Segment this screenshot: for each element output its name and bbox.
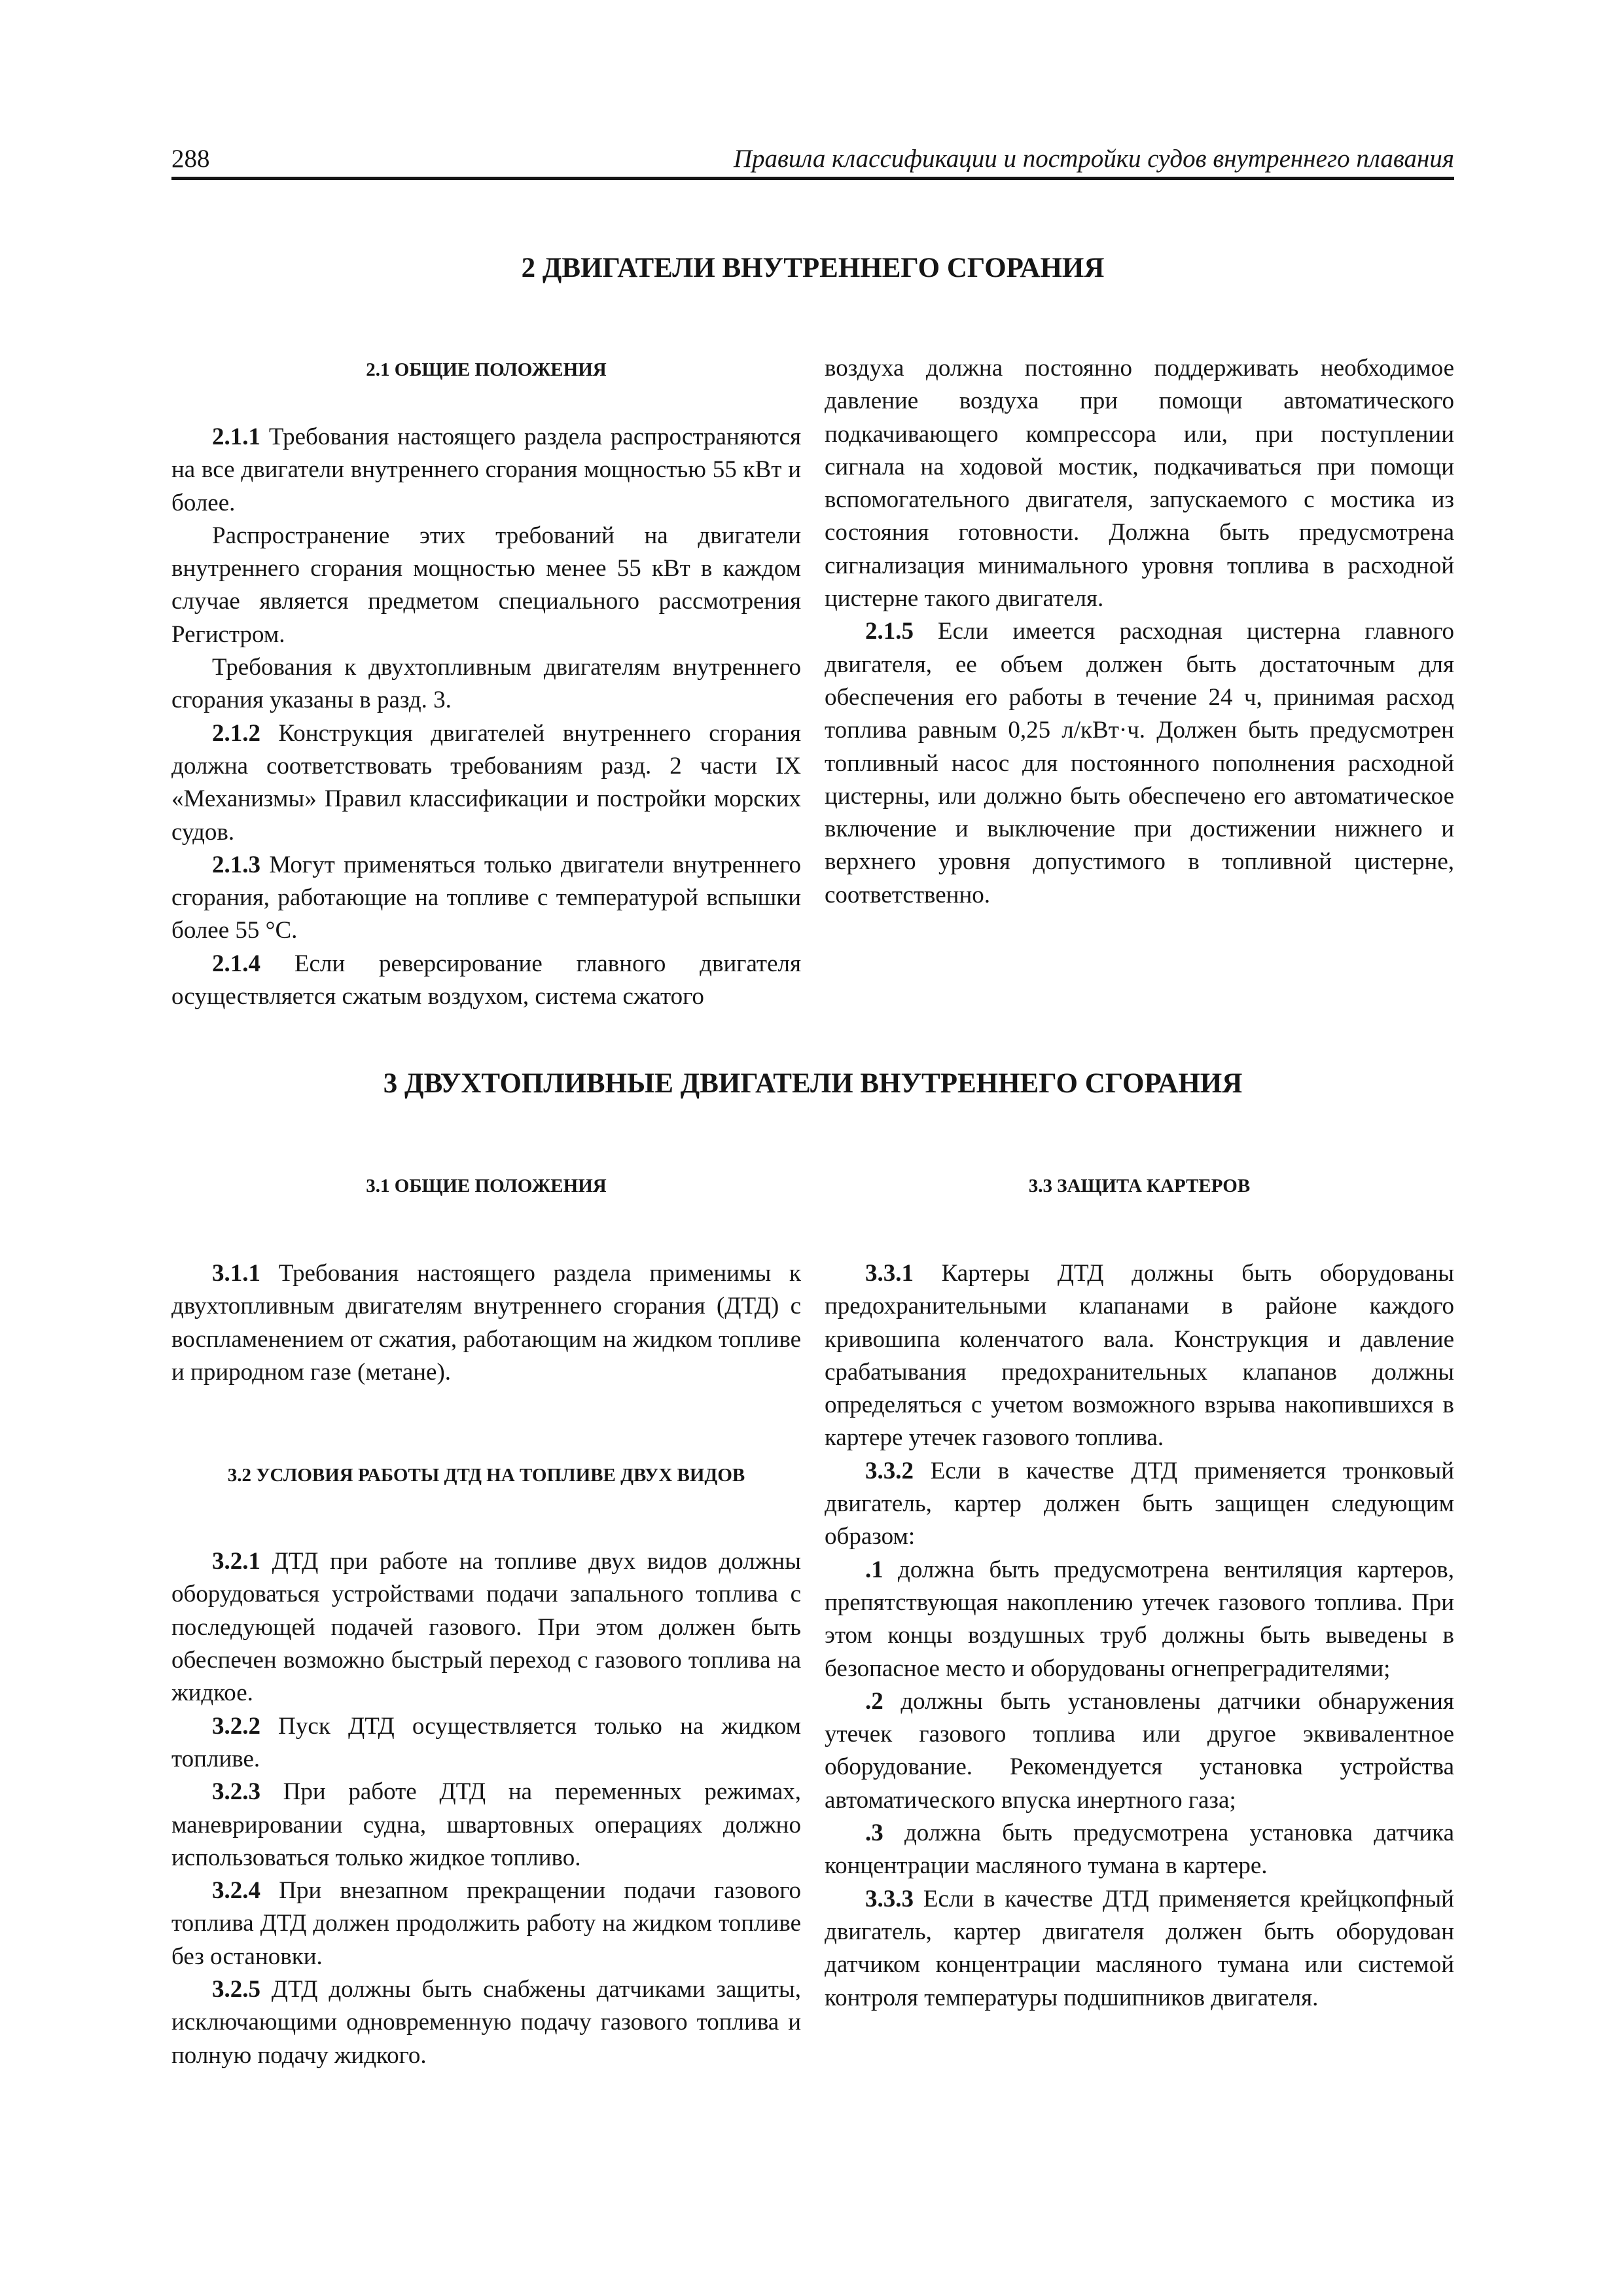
clause-number: 3.2.5 xyxy=(212,1976,260,2003)
page-number: 288 xyxy=(171,145,210,173)
list-item-1 xyxy=(825,1554,1454,1685)
clause-number: 3.3.3 xyxy=(865,1885,914,1912)
clause-number: 3.3.2 xyxy=(865,1457,914,1484)
clause-text: ДТД при работе на топливе двух видов должны оборудоваться устройствами подачи запального топлива с последующей подачей газового. При этом должен быть обеспечен возможно быстрый переход с газового топлива на жидкое. xyxy=(171,1548,801,1707)
item-number: .2 xyxy=(865,1687,883,1715)
paragraph-2-1-4 xyxy=(171,948,801,1014)
chapter-3-right-column xyxy=(825,1173,1454,2015)
item-text: должна быть предусмотрена установка датчика концентрации масляного тумана в картере. xyxy=(825,1820,1454,1880)
paragraph-3-2-3 xyxy=(171,1776,801,1874)
clause-number: 3.2.4 xyxy=(212,1877,260,1905)
section-3-3-title: 3.3 ЗАЩИТА КАРТЕРОВ xyxy=(1028,1175,1251,1196)
clause-number: 3.2.3 xyxy=(212,1778,260,1806)
paragraph-2-1-4-continued: воздуха должна постоянно поддерживать необходимое давление воздуха при помощи автоматического подкачивающего компрессора или, при поступлении сигнала на ходовой мостик, подкачиваться при помощи вспомогательного двигателя, запускаемого с мостика из состояния готовности. Должна быть предусмотрена сигнализация минимального уровня топлива в расходной цистерне такого двигателя. xyxy=(825,355,1454,613)
chapter-2-left-column xyxy=(171,357,801,1013)
clause-text: Если в качестве ДТД применяется тронковый двигатель, картер должен быть защищен следующим образом: xyxy=(825,1457,1454,1551)
running-title: Правила классификации и постройки судов внутреннего плавания xyxy=(733,145,1454,173)
clause-text: При работе ДТД на переменных режимах, маневрировании судна, швартовных операциях должно использоваться только жидкое топливо. xyxy=(171,1778,801,1871)
paragraph-3-2-4 xyxy=(171,1874,801,1973)
clause-number: 3.2.2 xyxy=(212,1712,260,1740)
clause-number: 2.1.3 xyxy=(212,851,260,878)
clause-number: 2.1.5 xyxy=(865,618,914,645)
paragraph-3-2-1 xyxy=(171,1545,801,1710)
chapter-3-left-column xyxy=(171,1173,801,2072)
item-text: должна быть предусмотрена вентиляция картеров, препятствующая накоплению утечек газового топлива. При этом концы воздушных труб должны быть выведены в безопасное место и оборудованы огнепреградителями; xyxy=(825,1556,1454,1682)
clause-text: Если имеется расходная цистерна главного двигателя, ее объем должен быть достаточным для обеспечения его работы в течение 24 ч, принимая расход топлива равным 0,25 л/кВт·ч. Должен быть предусмотрен топливный насос для постоянного пополнения расходной цистерны, или должно быть обеспечено его автоматическое включение и выключение при достижении нижнего и верхнего уровня допустимого в топливной цистерне, соответственно. xyxy=(825,618,1454,908)
paragraph-2-1-1-b: Распространение этих требований на двигатели внутреннего сгорания мощностью менее 55 кВт в каждом случае является предметом специального рассмотрения Регистром. xyxy=(171,522,801,648)
paragraph-2-1-1 xyxy=(171,421,801,520)
clause-text: Могут применяться только двигатели внутреннего сгорания, работающие на топливе с температурой вспышки более 55 °С. xyxy=(171,851,801,944)
paragraph-3-3-1 xyxy=(825,1257,1454,1455)
clause-number: 3.2.1 xyxy=(212,1548,260,1575)
chapter-2-title: 2 ДВИГАТЕЛИ ВНУТРЕННЕГО СГОРАНИЯ xyxy=(521,253,1105,283)
clause-text: Требования настоящего раздела применимы к двухтопливным двигателям внутреннего сгорания (ДТД) с воспламенением от сжатия, работающим на жидком топливе и природном газе (метане). xyxy=(171,1260,801,1386)
paragraph-2-1-2 xyxy=(171,717,801,849)
list-item-3 xyxy=(825,1817,1454,1883)
item-number: .1 xyxy=(865,1556,883,1583)
clause-number: 2.1.1 xyxy=(212,423,260,450)
paragraph-2-1-3 xyxy=(171,849,801,948)
paragraph-2-1-5 xyxy=(825,615,1454,912)
chapter-2-right-column xyxy=(825,352,1454,912)
chapter-3-title: 3 ДВУХТОПЛИВНЫЕ ДВИГАТЕЛИ ВНУТРЕННЕГО СГОРАНИЯ xyxy=(383,1068,1243,1099)
paragraph-3-1-1 xyxy=(171,1257,801,1389)
clause-text: Требования настоящего раздела распространяются на все двигатели внутреннего сгорания мощностью 55 кВт и более. xyxy=(171,423,801,516)
header-rule xyxy=(171,177,1454,180)
clause-number: 3.1.1 xyxy=(212,1260,260,1287)
item-number: .3 xyxy=(865,1820,883,1847)
clause-number: 3.3.1 xyxy=(865,1260,914,1287)
paragraph-3-3-3 xyxy=(825,1883,1454,2015)
item-text: должны быть установлены датчики обнаружения утечек газового топлива или другое эквивалентное оборудование. Рекомендуется установка устройства автоматического впуска инертного газа; xyxy=(825,1687,1454,1814)
paragraph-3-2-2 xyxy=(171,1710,801,1776)
clause-text: Конструкция двигателей внутреннего сгорания должна соответствовать требованиям разд. 2 части IX «Механизмы» Правил классификации и постройки морских судов. xyxy=(171,719,801,846)
clause-text: Если в качестве ДТД применяется крейцкопфный двигатель, картер двигателя должен быть оборудован датчиком концентрации масляного тумана или системой контроля температуры подшипников двигателя. xyxy=(825,1885,1454,2011)
clause-text: Пуск ДТД осуществляется только на жидком топливе. xyxy=(171,1712,801,1772)
paragraph-3-3-2 xyxy=(825,1455,1454,1554)
section-3-1-title: 3.1 ОБЩИЕ ПОЛОЖЕНИЯ xyxy=(366,1175,607,1196)
clause-number: 2.1.2 xyxy=(212,719,260,747)
clause-text: ДТД должны быть снабжены датчиками защиты, исключающими одновременную подачу газового топлива и полную подачу жидкого. xyxy=(171,1976,801,2069)
clause-text: При внезапном прекращении подачи газового топлива ДТД должен продолжить работу на жидком топливе без остановки. xyxy=(171,1877,801,1970)
section-3-2-title: 3.2 УСЛОВИЯ РАБОТЫ ДТД НА ТОПЛИВЕ ДВУХ ВИДОВ xyxy=(227,1465,745,1486)
section-2-1-title: 2.1 ОБЩИЕ ПОЛОЖЕНИЯ xyxy=(366,359,607,380)
paragraph-2-1-1-c: Требования к двухтопливным двигателям внутреннего сгорания указаны в разд. 3. xyxy=(171,654,801,714)
clause-text: Картеры ДТД должны быть оборудованы предохранительными клапанами в районе каждого кривошипа коленчатого вала. Конструкция и давление срабатывания предохранительных клапанов должны определяться с учетом возможного взрыва накопившихся в картере утечек газового топлива. xyxy=(825,1260,1454,1452)
list-item-2 xyxy=(825,1685,1454,1817)
clause-number: 2.1.4 xyxy=(212,950,260,977)
paragraph-3-2-5 xyxy=(171,1973,801,2072)
clause-text: Если реверсирование главного двигателя осуществляется сжатым воздухом, система сжатого xyxy=(171,950,801,1011)
